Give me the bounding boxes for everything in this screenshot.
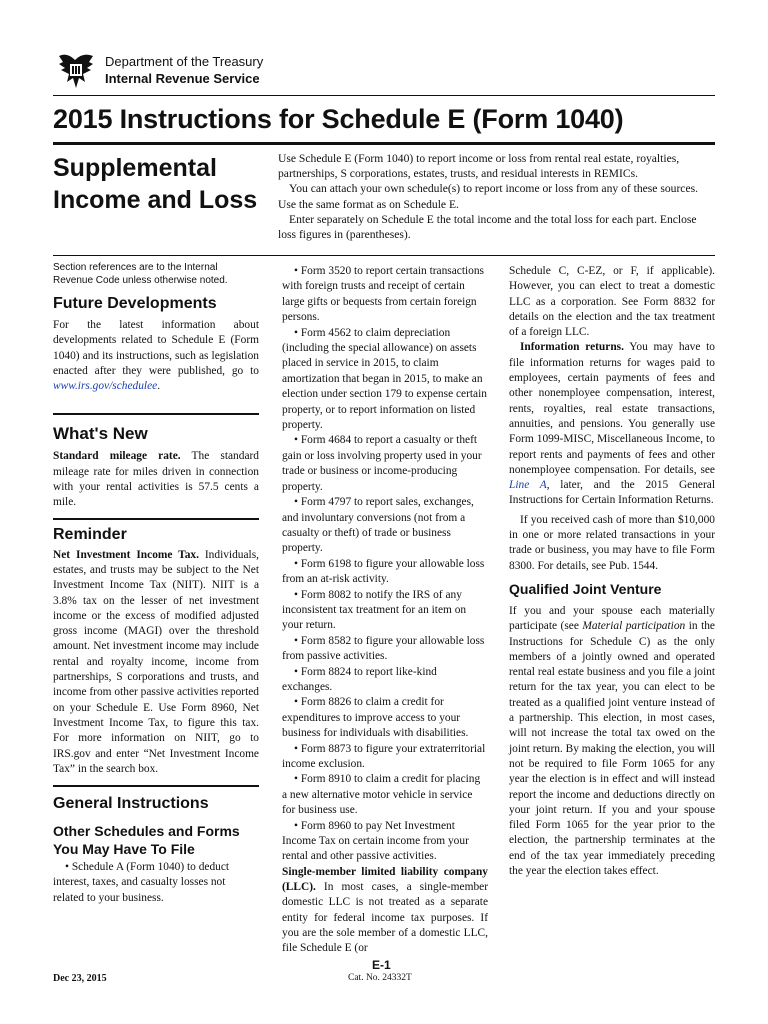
list-item: • Form 4562 to claim depreciation (including the special allowance) on assets placed in service in 2015, to claim amortization that began in 2015, to make an election under section 179 to expense certain property, or to report information on listed property.: [282, 326, 487, 432]
intro-paragraph: You can attach your own schedule(s) to report income or loss from any of these sources. Use the same format as on Schedule E.: [278, 182, 699, 211]
list-item: • Form 3520 to report certain transactions with foreign trusts and receipt of certain large gifts or bequests from certain foreign persons.: [282, 265, 484, 324]
general-instructions-heading: General Instructions: [53, 795, 209, 813]
page-title: 2015 Instructions for Schedule E (Form 1040): [53, 104, 624, 134]
list-item: • Form 8824 to report like-kind exchanges.: [282, 665, 437, 693]
form-list: [282, 264, 488, 865]
column-1: [53, 262, 259, 906]
list-item: • Form 8082 to notify the IRS of any inconsistent tax treatment for an item on your return.: [282, 588, 467, 632]
line-a-link[interactable]: Line A: [509, 479, 547, 492]
intro-text: [278, 151, 715, 242]
revision-date: Dec 23, 2015: [53, 973, 107, 984]
column-2: [282, 264, 488, 957]
list-item: • Form 8582 to figure your allowable loss from passive activities.: [282, 634, 485, 663]
section-note: Section references are to the Internal Revenue Code unless otherwise noted.: [53, 262, 228, 286]
header-rule: [53, 95, 715, 96]
section-rule: [53, 785, 259, 787]
qualified-joint-venture-heading: Qualified Joint Venture: [509, 580, 662, 597]
schedulee-link[interactable]: www.irs.gov/schedulee: [53, 380, 158, 393]
agency-name: Internal Revenue Service: [105, 71, 260, 86]
intro-paragraph: Use Schedule E (Form 1040) to report income or loss from rental real estate, royalties, partnerships, S corporations, estates, trusts, and residual interests in REMICs.: [278, 152, 680, 181]
title-rule: [53, 142, 715, 145]
subtitle-line-2: Income and Loss: [53, 186, 258, 214]
section-rule: [53, 413, 259, 415]
irs-eagle-logo-icon: [53, 50, 99, 92]
page-subtitle: [53, 152, 257, 216]
reminder-heading: Reminder: [53, 525, 127, 543]
page-number: E-1: [372, 958, 391, 972]
list-item: • Form 8826 to claim a credit for expenditures to improve access to your business for individuals with disabilities.: [282, 696, 469, 740]
agency-header: [105, 53, 263, 87]
information-returns-text: Information returns. You may have to file information returns for wages paid to employees, certain payments of fees and other nonemployee compensation, interest, rents, royalties, real estate transactions, annuities, and pensions. You generally use Form 1099-MISC, Miscellaneous Income, to report rents and payments of fees and other nonemployee compensation. For details, see Line A, later, and the 2015 General Instructions for Certain Information Returns.: [509, 341, 715, 507]
catalog-number: Cat. No. 24332T: [348, 973, 412, 983]
intro-rule: [53, 255, 715, 256]
qjv-text: If you and your spouse each materially participate (see Material participation in the Instructions for Schedule C) as the only members of a jointly owned and operated rental real estate business and you file a joint return for the tax year, you can elect to be treated as a qualified joint venture instead of a partnership. This election, in most cases, will not increase the total tax owed on the joint return. By making the election, you will not be required to file Form 1065 for any year the election is in effect and will instead report the income and deductions directly on your joint return. If you and your spouse filed Form 1065 for the year prior to the election, the partnership terminates at the end of the tax year immediately preceding the year the election takes effect.: [509, 604, 715, 877]
whats-new-heading: What's New: [53, 424, 148, 444]
list-item: • Schedule A (Form 1040) to deduct interest, taxes, and casualty losses not related to your business.: [53, 861, 230, 904]
list-item: • Form 8873 to figure your extraterritorial income exclusion.: [282, 742, 486, 770]
future-developments-text: For the latest information about developments related to Schedule E (Form 1040) and its instructions, such as legislation enacted after they were published, go to www.irs.gov/schedulee.: [53, 319, 259, 393]
cash-text: If you received cash of more than $10,000 in one or more related transactions in your trade or business, you may have to file Form 8300. For details, see Pub. 1544.: [509, 513, 715, 572]
department-name: Department of the Treasury: [105, 54, 264, 69]
column-3: [509, 264, 715, 879]
mileage-text: Standard mileage rate. The standard mileage rate for miles driven in connection with your rental activities is 57.5 cents a mile.: [53, 450, 259, 509]
niit-text: Net Investment Income Tax. Individuals, estates, and trusts may be subject to the Net Investment Income Tax (NIIT). NIIT is a 3.8% tax on the lesser of net investment income or the excess of modified adjusted gross income (MAGI) over the threshold amount. Net investment income may include rental and royalty income, income from partnerships, S corporations and trusts, and income from other passive activities reported on your Schedule E. Use Form 8960, Net Investment Income Tax, to figure this tax. For more information on NIIT, go to IRS.gov and enter “Net Investment Income Tax” in the search box.: [53, 548, 259, 775]
list-item: • Form 6198 to figure your allowable loss from an at-risk activity.: [282, 557, 485, 586]
list-item: • Form 8910 to claim a credit for placing a new alternative motor vehicle in service for business use.: [282, 773, 481, 817]
subtitle-line-1: Supplemental: [53, 154, 217, 182]
list-item: • Form 8960 to pay Net Investment Income Tax on certain income from your rental and other passive activities.: [282, 819, 469, 863]
intro-paragraph: Enter separately on Schedule E the total income and the total loss for each part. Enclose loss figures in (parentheses).: [278, 212, 697, 242]
future-developments-heading: Future Developments: [53, 295, 217, 312]
other-schedules-heading: Other Schedules and Forms You May Have To File: [53, 823, 240, 858]
llc-continued-text: Schedule C, C-EZ, or F, if applicable). However, you can elect to treat a domestic LLC as a corporation. See Form 8832 for details on the election and the tax treatment of a foreign LLC.: [509, 265, 715, 339]
llc-text: Single-member limited liability company (LLC). In most cases, a single-member domestic LLC is not treated as a separate entity for federal income tax purposes. If you are the sole member of a domestic LLC, file Schedule E (or: [282, 865, 488, 955]
section-rule: [53, 518, 259, 520]
list-item: • Form 4797 to report sales, exchanges, and involuntary conversions (not from a casualty or theft) of trade or business property.: [282, 496, 474, 555]
list-item: • Form 4684 to report a casualty or theft gain or loss involving property used in your trade or business or income-producing property.: [282, 434, 482, 493]
